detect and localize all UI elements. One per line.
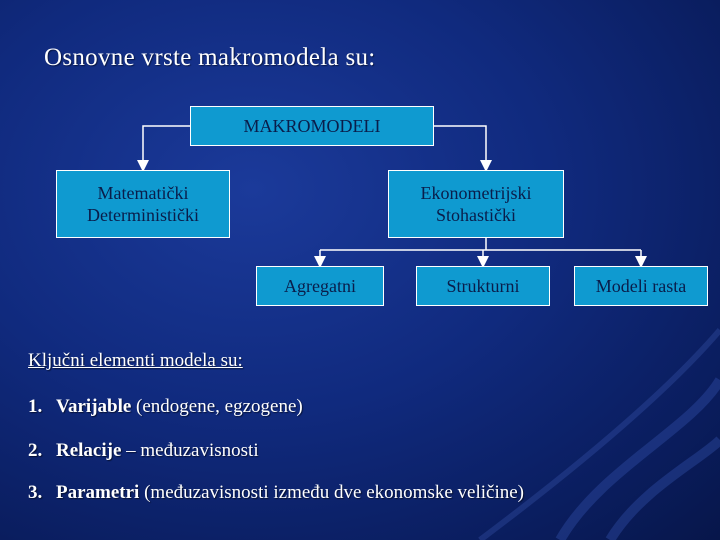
list-item-number: 2. <box>28 440 43 461</box>
connector-root-left <box>143 126 190 166</box>
key-elements-heading: Ključni elementi modela su: <box>28 350 243 371</box>
box-modeli-rasta-label: Modeli rasta <box>595 276 687 296</box>
box-matematicki-line2: Deterministički <box>87 205 199 225</box>
list-item-number: 1. <box>28 396 43 417</box>
box-matematicki <box>56 170 230 238</box>
list-item-term: Parametri <box>56 482 140 503</box>
list-item <box>28 396 303 418</box>
list-item-term: Varijable <box>56 396 132 417</box>
list-item <box>28 440 259 462</box>
box-strukturni-label: Strukturni <box>446 276 520 296</box>
page-title: Osnovne vrste makromodela su: <box>44 44 376 71</box>
list-item-term: Relacije <box>56 440 122 461</box>
connector-root-right <box>434 126 486 166</box>
list-item-description: – međuzavisnosti <box>121 440 259 461</box>
box-agregatni <box>256 266 384 306</box>
box-makromodeli <box>190 106 434 146</box>
box-agregatni-label: Agregatni <box>284 276 356 296</box>
box-makromodeli-label: MAKROMODELI <box>243 116 381 136</box>
box-ekonometrijski-line2: Stohastički <box>436 205 516 225</box>
list-item <box>28 482 524 504</box>
list-item-number: 3. <box>28 482 43 503</box>
box-ekonometrijski-line1: Ekonometrijski <box>420 183 532 203</box>
box-strukturni <box>416 266 550 306</box>
box-ekonometrijski <box>388 170 564 238</box>
box-matematicki-line1: Matematički <box>97 183 189 203</box>
box-modeli-rasta <box>574 266 708 306</box>
list-item-description: (endogene, egzogene) <box>131 396 303 417</box>
list-item-description: (međuzavisnosti između dve ekonomske veličine) <box>139 482 524 503</box>
